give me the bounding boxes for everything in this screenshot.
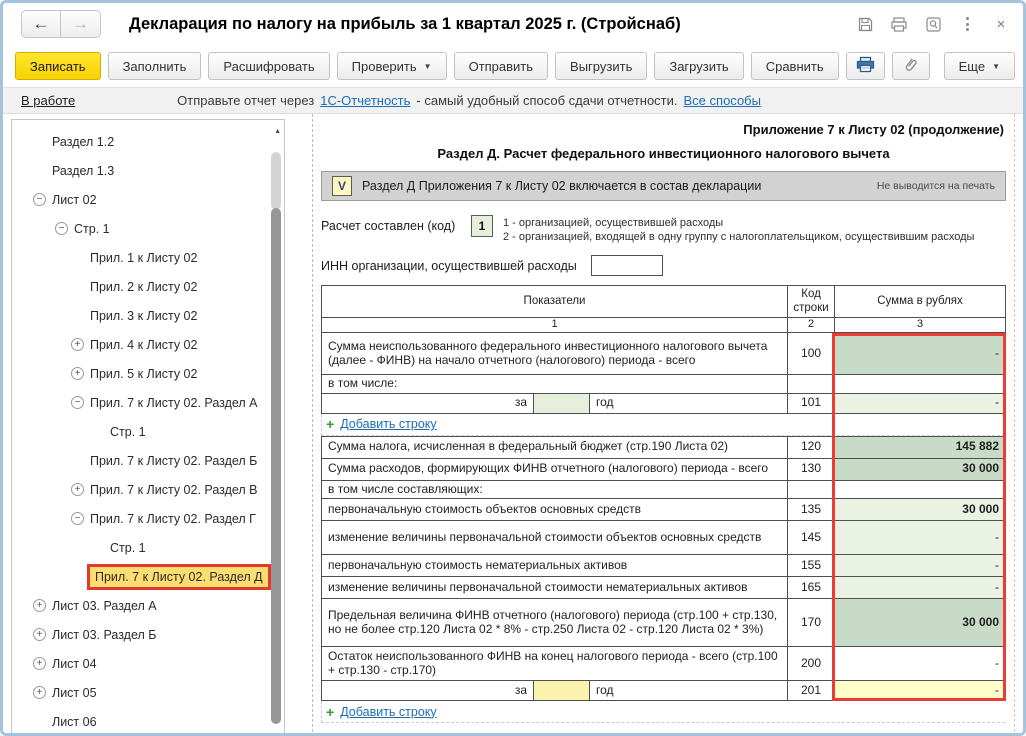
tree-toggle-icon[interactable]: −: [71, 396, 84, 409]
col-header-code: Код строки: [788, 286, 835, 318]
tree-item-label: Прил. 2 к Листу 02: [90, 279, 198, 294]
toolbar: [3, 45, 1023, 87]
tree-item-label: Стр. 1: [110, 424, 146, 439]
body: [3, 114, 1023, 736]
sum-field-155[interactable]: -: [835, 555, 1006, 577]
tree-toggle-icon[interactable]: +: [33, 599, 46, 612]
tree-item[interactable]: [12, 127, 284, 156]
tree-item[interactable]: [12, 214, 284, 243]
row-code: 155: [788, 555, 835, 577]
row-label: изменение величины первоначальной стоимости объектов основных средств: [322, 521, 788, 555]
tree-item[interactable]: [12, 330, 284, 359]
nav-group: [21, 10, 101, 38]
za-label: за: [322, 393, 534, 413]
tree-toggle-icon[interactable]: +: [33, 657, 46, 670]
row-code: 100: [788, 333, 835, 375]
fill-button[interactable]: Заполнить: [108, 52, 202, 80]
check-button[interactable]: Проверить ▼: [337, 52, 447, 80]
status-bar: [3, 87, 1023, 114]
tree-toggle-icon[interactable]: −: [33, 193, 46, 206]
row-label: первоначальную стоимость объектов основных средств: [322, 499, 788, 521]
forward-arrow-icon: →: [72, 14, 89, 33]
god-label: год: [590, 393, 788, 413]
table-zone: [321, 285, 1007, 723]
tree-item-label: Лист 02: [52, 192, 97, 207]
row-label: Предельная величина ФИНВ отчетного (налогового) периода (стр.100 + стр.130, но не более стр.120 Листа 02 * 8% - стр.250 Листа 02 - стр.120 Листа 02 * 3%): [322, 599, 788, 647]
import-button[interactable]: Загрузить: [654, 52, 743, 80]
more-button[interactable]: Еще ▼: [944, 52, 1015, 80]
god-label: год: [590, 681, 788, 701]
sum-field-100[interactable]: -: [835, 333, 1006, 375]
tree-toggle-icon[interactable]: +: [71, 338, 84, 351]
tree-item[interactable]: [12, 707, 284, 736]
tree-toggle-icon[interactable]: +: [33, 628, 46, 641]
col-header-indicators: Показатели: [322, 286, 788, 318]
tree-item[interactable]: [12, 417, 284, 446]
table-row: [322, 555, 1006, 577]
tree-item[interactable]: [12, 446, 284, 475]
tree-item-label: Лист 05: [52, 685, 97, 700]
compare-button[interactable]: Сравнить: [751, 52, 839, 80]
inn-label: ИНН организации, осуществившей расходы: [321, 258, 577, 273]
table-row: [322, 681, 1006, 701]
table-row: [322, 393, 1006, 413]
year-field-201[interactable]: [534, 681, 590, 701]
add-row-link-1[interactable]: [321, 414, 1005, 436]
tree-item[interactable]: [12, 272, 284, 301]
tree-item-label: Раздел 1.3: [52, 163, 115, 178]
row-code: 201: [788, 681, 835, 701]
tree-item[interactable]: [12, 359, 284, 388]
send-button[interactable]: Отправить: [454, 52, 548, 80]
tree-item-label: Прил. 4 к Листу 02: [90, 337, 198, 352]
tree-toggle-icon[interactable]: +: [71, 367, 84, 380]
tree-item[interactable]: [12, 156, 284, 185]
add-row-label: Добавить строку: [340, 704, 437, 719]
tree-item[interactable]: [12, 185, 284, 214]
col-num-3: 3: [835, 318, 1006, 333]
tree-item[interactable]: [12, 562, 284, 591]
sections-tree-panel: [11, 119, 285, 736]
calc-code-hints: [503, 215, 974, 244]
tree-item[interactable]: [12, 591, 284, 620]
row-code: 170: [788, 599, 835, 647]
tree-item-label: Прил. 5 к Листу 02: [90, 366, 198, 381]
sum-field-120[interactable]: 145 882: [835, 436, 1006, 458]
tree-item[interactable]: [12, 301, 284, 330]
row-label: в том числе составляющих:: [322, 480, 788, 499]
table-row: [322, 521, 1006, 555]
tree-item[interactable]: [12, 678, 284, 707]
calc-hint-1: 1 - организацией, осуществившей расходы: [503, 217, 724, 229]
tree-item-label: Раздел 1.2: [52, 134, 115, 149]
table-row: [322, 499, 1006, 521]
row-label: первоначальную стоимость нематериальных активов: [322, 555, 788, 577]
tree-item[interactable]: [12, 533, 284, 562]
tree-item-label: Прил. 7 к Листу 02. Раздел В: [90, 482, 258, 497]
tree-item-label: Прил. 7 к Листу 02. Раздел Г: [90, 511, 256, 526]
tree-item[interactable]: [12, 243, 284, 272]
table-section-1: [321, 285, 1006, 414]
tree-item-label: Лист 04: [52, 656, 97, 671]
tree-item[interactable]: [12, 475, 284, 504]
print-icon[interactable]: [889, 14, 909, 34]
row-label: Сумма налога, исчисленная в федеральный бюджет (стр.190 Листа 02): [322, 436, 788, 458]
attachment-button[interactable]: [892, 52, 930, 80]
tree-item-label: Прил. 7 к Листу 02. Раздел Д: [90, 567, 268, 587]
tree: [12, 120, 284, 736]
row-label: Сумма неиспользованного федерального инвестиционного налогового вычета (далее - ФИНВ) на начало отчетного (налогового) периода - всего: [322, 333, 788, 375]
tree-toggle-icon[interactable]: +: [33, 686, 46, 699]
form-panel: [321, 114, 1015, 736]
all-methods-link[interactable]: Все способы: [683, 93, 761, 108]
row-code: 101: [788, 393, 835, 413]
export-button[interactable]: Выгрузить: [555, 52, 647, 80]
tree-item[interactable]: [12, 504, 284, 533]
inn-field[interactable]: [591, 255, 663, 276]
tree-toggle-icon[interactable]: −: [55, 222, 68, 235]
tree-item-label: Лист 03. Раздел А: [52, 598, 157, 613]
tree-item-label: Стр. 1: [110, 540, 146, 555]
title-icons: [855, 3, 1011, 45]
calc-code-field[interactable]: 1: [471, 215, 493, 237]
tree-item-label: Прил. 7 к Листу 02. Раздел Б: [90, 453, 258, 468]
row-code: [788, 480, 835, 499]
forward-button[interactable]: [61, 10, 101, 38]
year-field-101[interactable]: [534, 393, 590, 413]
tree-item-label: Стр. 1: [74, 221, 110, 236]
back-arrow-icon: ←: [32, 14, 50, 33]
title-bar: [3, 3, 1023, 45]
table-row: [322, 577, 1006, 599]
table-section-2: [321, 436, 1006, 702]
tree-item-label: Прил. 1 к Листу 02: [90, 250, 198, 265]
back-button[interactable]: [21, 10, 61, 38]
sum-field-130[interactable]: 30 000: [835, 458, 1006, 480]
save-button[interactable]: Записать: [15, 52, 101, 80]
sum-field-145[interactable]: -: [835, 521, 1006, 555]
row-code: 135: [788, 499, 835, 521]
table-row: [322, 599, 1006, 647]
save-icon[interactable]: [855, 14, 875, 34]
include-checkbox[interactable]: V: [332, 176, 352, 196]
tree-item-label: Лист 03. Раздел Б: [52, 627, 157, 642]
row-label: в том числе:: [322, 375, 788, 394]
sum-field-170[interactable]: 30 000: [835, 599, 1006, 647]
tree-item[interactable]: [12, 620, 284, 649]
status-state-link[interactable]: В работе: [21, 93, 76, 108]
sum-field-135[interactable]: 30 000: [835, 499, 1006, 521]
tree-item-label: Прил. 7 к Листу 02. Раздел А: [90, 395, 258, 410]
sum-cell-empty: [835, 480, 1006, 499]
sum-field-165[interactable]: -: [835, 577, 1006, 599]
tree-item[interactable]: [12, 649, 284, 678]
tree-toggle-icon[interactable]: +: [71, 483, 84, 496]
row-label: Сумма расходов, формирующих ФИНВ отчетного (налогового) периода - всего: [322, 458, 788, 480]
row-code: 200: [788, 647, 835, 681]
col-header-sum: Сумма в рублях: [835, 286, 1006, 318]
decode-button[interactable]: Расшифровать: [208, 52, 329, 80]
table-row: [322, 375, 1006, 394]
row-code: [788, 375, 835, 394]
row-code: 145: [788, 521, 835, 555]
sum-field-200[interactable]: -: [835, 647, 1006, 681]
row-label: изменение величины первоначальной стоимости нематериальных активов: [322, 577, 788, 599]
za-label: за: [322, 681, 534, 701]
service-link[interactable]: 1С-Отчетность: [320, 93, 411, 108]
close-icon[interactable]: ×: [996, 15, 1006, 33]
sum-field-101[interactable]: -: [835, 393, 1006, 413]
add-row-label: Добавить строку: [340, 417, 437, 431]
col-num-2: 2: [788, 318, 835, 333]
tree-toggle-icon[interactable]: −: [71, 512, 84, 525]
plus-icon: +: [326, 416, 335, 432]
chevron-down-icon: ▼: [423, 61, 432, 71]
row-code: 120: [788, 436, 835, 458]
add-row-link-2[interactable]: [321, 701, 1005, 723]
calc-hint-2: 2 - организацией, входящей в одну группу с налогоплательщиком, осуществившим расходы: [503, 231, 975, 243]
tree-item[interactable]: [12, 388, 284, 417]
scrollbar-track[interactable]: [271, 152, 281, 210]
corner-title: Приложение 7 к Листу 02 (продолжение): [743, 122, 1004, 137]
tree-item-label: Прил. 3 к Листу 02: [90, 308, 198, 323]
more-menu-icon[interactable]: [957, 14, 977, 34]
page-title: Декларация по налогу на прибыль за 1 квартал 2025 г. (Стройснаб): [129, 14, 681, 33]
print-button[interactable]: [846, 52, 885, 80]
col-num-1: 1: [322, 318, 788, 333]
row-code: 165: [788, 577, 835, 599]
paperclip-icon: [902, 56, 920, 77]
scrollbar-thumb[interactable]: [271, 208, 281, 724]
table-row: [322, 333, 1006, 375]
include-label: Раздел Д Приложения 7 к Листу 02 включается в состав декларации: [362, 179, 762, 193]
calc-code-label: Расчет составлен (код): [321, 219, 456, 233]
inn-row: [321, 255, 1006, 276]
print-note: Не выводится на печать: [876, 180, 995, 192]
table-row: [322, 458, 1006, 480]
table-row: [322, 436, 1006, 458]
status-message-middle: - самый удобный способ сдачи отчетности.: [416, 93, 678, 108]
calc-code-row: [321, 215, 1006, 244]
section-title: Раздел Д. Расчет федерального инвестиционного налогового вычета: [437, 146, 890, 161]
chevron-down-icon: ▼: [992, 61, 1001, 71]
tree-item-label: Лист 06: [52, 714, 97, 729]
row-code: 130: [788, 458, 835, 480]
status-message-prefix: Отправьте отчет через: [177, 93, 315, 108]
include-banner: [321, 171, 1006, 201]
panel-splitter[interactable]: [285, 114, 313, 736]
preview-icon[interactable]: [923, 14, 943, 34]
row-label: Остаток неиспользованного ФИНВ на конец налогового периода - всего (стр.100 + стр.130 - стр.170): [322, 647, 788, 681]
printer-icon: [856, 56, 875, 76]
plus-icon: +: [326, 703, 335, 720]
sum-field-201[interactable]: -: [835, 681, 1006, 701]
table-row: [322, 480, 1006, 499]
scroll-up-icon[interactable]: ▲: [274, 128, 281, 135]
sum-cell-empty: [835, 375, 1006, 394]
table-row: [322, 647, 1006, 681]
